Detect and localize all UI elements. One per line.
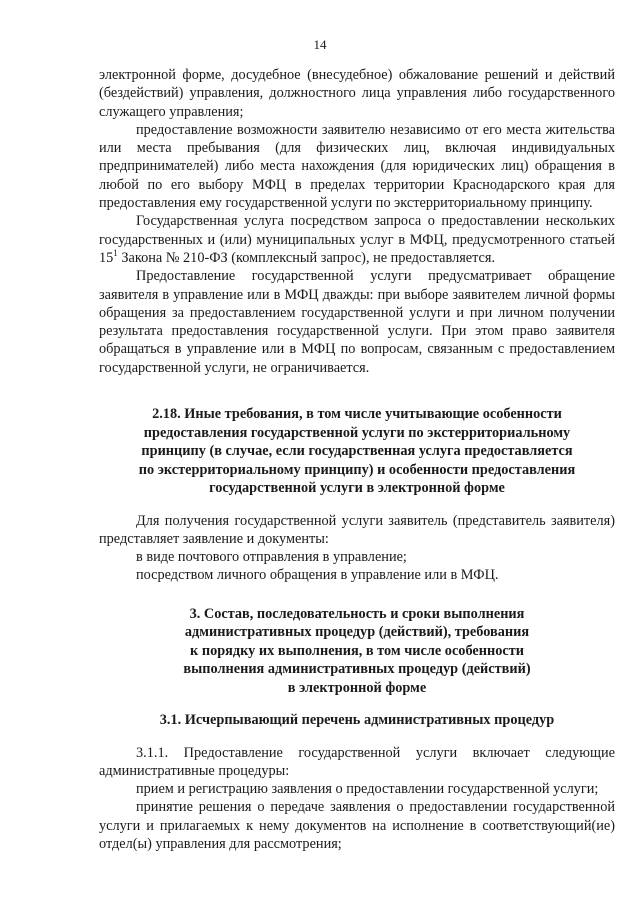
heading-line: административных процедур (действий), требования [184,624,530,641]
list-item-personal: посредством личного обращения в управление или в МФЦ. [136,567,499,584]
heading-line: принципу (в случае, если государственная услуга предоставляется [141,443,573,460]
document-body [99,66,615,853]
section-heading-3 [99,605,615,698]
heading-line: государственной услуги в электронной форме [209,480,505,497]
list-item-postal: в виде почтового отправления в управление; [136,549,407,566]
paragraph-documents-submission: Для получения государственной услуги заявитель (представитель заявителя) представляет заявление и документы: [99,512,615,547]
heading-line: 3. Состав, последовательность и сроки выполнения [189,605,525,622]
paragraph-3-1-1: 3.1.1. Предоставление государственной услуги включает следующие административные процедуры: [99,744,615,779]
page-number: 14 [313,37,327,52]
paragraph-appeal-twice: Предоставление государственной услуги предусматривает обращение заявителя в управление или в МФЦ дважды: при выборе заявителем личной формы обращения за предоставлением государственной услуги и при личном получении результата предоставления государственной услуги. При этом право заявителя обращаться в управление или в МФЦ по вопросам, связанным с предоставлением государственной услуги, не ограничивается. [99,268,615,376]
paragraph-extraterritorial-mfc: предоставление возможности заявителю независимо от его места жительства или места пребывания (для физических лиц, включая индивидуальных предпринимателей) либо места нахождения (для юридических лиц) обращения в любой по его выбору МФЦ в пределах территории Краснодарского края для предоставления ему государственной услуги по экстерриториальному принципу. [99,121,615,212]
heading-line: к порядку их выполнения, в том числе особенности [190,642,524,659]
paragraph-complex-request [99,212,615,267]
list-item-reception: прием и регистрацию заявления о предоставлении государственной услуги; [136,781,599,798]
heading-line: 2.18. Иные требования, в том числе учитывающие особенности [152,406,562,423]
list-item-decision-transfer: принятие решения о передаче заявления о предоставлении государственной услуги и прилагаемых к нему документов на исполнение в соответствующий(ие) отдел(ы) управления для рассмотрения; [99,799,615,853]
heading-line: выполнения административных процедур (действий) [183,661,531,678]
heading-line: по экстерриториальному принципу) и особенности предоставления [138,461,576,478]
section-heading-2-18 [99,405,615,498]
heading-line: в электронной форме [287,679,427,696]
paragraph-appeal-continuation: электронной форме, досудебное (внесудебное) обжалование решений и действий (бездействий) управления, должностного лица управления либо государственного служащего управления; [99,67,615,120]
complex-request-text-start: Государственная услуга посредством запроса о предоставлении нескольких государственных и (или) муниципальных услуг в МФЦ, предусмотренного статьей 15 [99,213,615,266]
section-heading-3-1: 3.1. Исчерпывающий перечень административных процедур [159,712,555,729]
heading-line: предоставления государственной услуги по экстерриториальному [143,424,571,441]
article-superscript: 1 [113,248,118,259]
complex-request-text-end: Закона № 210-ФЗ (комплексный запрос), не предоставляется. [117,249,496,266]
